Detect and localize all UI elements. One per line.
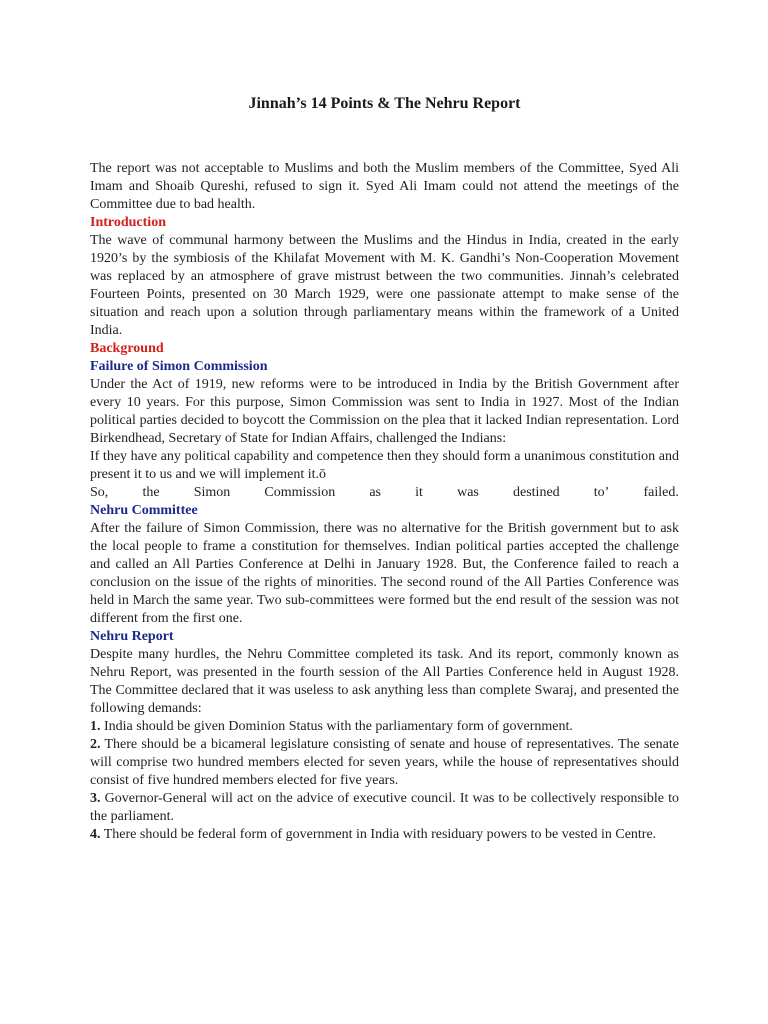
demand-item: [90, 736, 679, 790]
demand-text: There should be a bicameral legislature consisting of senate and house of representatives. The senate will comprise two hundred members elected for seven years, while the house of representatives should consist of five hundred members elected for five years.: [90, 737, 679, 788]
intro-paragraph: The report was not acceptable to Muslims and both the Muslim members of the Committee, Syed Ali Imam and Shoaib Qureshi, refused to sign it. Syed Ali Imam could not attend the meetings of the Committee due to bad health.: [90, 161, 679, 212]
demand-text: There should be federal form of government in India with residuary powers to be vested in Centre.: [100, 827, 657, 842]
closing-word: Simon: [193, 485, 231, 500]
demand-number: 1.: [90, 719, 101, 734]
closing-word: to’: [593, 485, 610, 500]
birkenhead-quote: If they have any political capability and competence then they should form a unanimous constitution and present it to us and we will implement it.ō: [90, 449, 679, 482]
simon-commission-text: Under the Act of 1919, new reforms were to be introduced in India by the British Government after every 10 years. For this purpose, Simon Commission was sent to India in 1927. Most of the Indian political parties decided to boycott the Commission on the plea that it lacked Indian representation. Lord Birkendhead, Secretary of State for Indian Affairs, challenged the Indians:: [90, 377, 679, 446]
demand-item: [90, 718, 679, 736]
demand-item: [90, 790, 679, 826]
nehru-committee-heading: Nehru Committee: [90, 503, 198, 518]
closing-word: as: [369, 485, 382, 500]
demand-number: 2.: [90, 737, 101, 752]
simon-commission-heading: Failure of Simon Commission: [90, 359, 268, 374]
closing-word: So,: [90, 485, 109, 500]
closing-word: the: [142, 485, 160, 500]
closing-word: was: [457, 485, 479, 500]
demand-item: [90, 826, 679, 844]
closing-word: failed.: [643, 485, 679, 500]
demand-text: India should be given Dominion Status with the parliamentary form of government.: [100, 719, 573, 734]
nehru-committee-text: After the failure of Simon Commission, there was no alternative for the British government but to ask the local people to frame a constitution for themselves. Indian political parties accepted the challenge and called an All Parties Conference at Delhi in January 1928. But, the Conference failed to reach a conclusion on the issue of the rights of minorities. The second round of the All Parties Conference was held in March the same year. Two sub-committees were formed but the end result of the session was not different from the first one.: [90, 521, 679, 626]
page-title: Jinnah’s 14 Points & The Nehru Report: [248, 95, 521, 112]
nehru-report-text: Despite many hurdles, the Nehru Committee completed its task. And its report, commonly known as Nehru Report, was presented in the fourth session of the All Parties Conference held in August 1928. The Committee declared that it was useless to ask anything less than complete Swaraj, and presented the following demands:: [90, 647, 679, 716]
introduction-heading: Introduction: [90, 215, 166, 230]
demand-number: 4.: [90, 827, 101, 842]
simon-closing-line: [90, 484, 679, 502]
closing-word: it: [415, 485, 423, 500]
introduction-text: The wave of communal harmony between the Muslims and the Hindus in India, created in the early 1920’s by the symbiosis of the Khilafat Movement with M. K. Gandhi’s Non-Cooperation Movement was replaced by an atmosphere of grave mistrust between the two communities. Jinnah’s celebrated Fourteen Points, presented on 30 March 1929, were one passionate attempt to make sense of the situation and reach upon a solution through parliamentary means within the framework of a United India.: [90, 233, 679, 338]
nehru-report-heading: Nehru Report: [90, 629, 174, 644]
closing-word: destined: [513, 485, 560, 500]
demand-text: Governor-General will act on the advice of executive council. It was to be collectively responsible to the parliament.: [90, 791, 679, 824]
demand-number: 3.: [90, 791, 101, 806]
closing-word: Commission: [264, 485, 336, 500]
background-heading: Background: [90, 341, 164, 356]
